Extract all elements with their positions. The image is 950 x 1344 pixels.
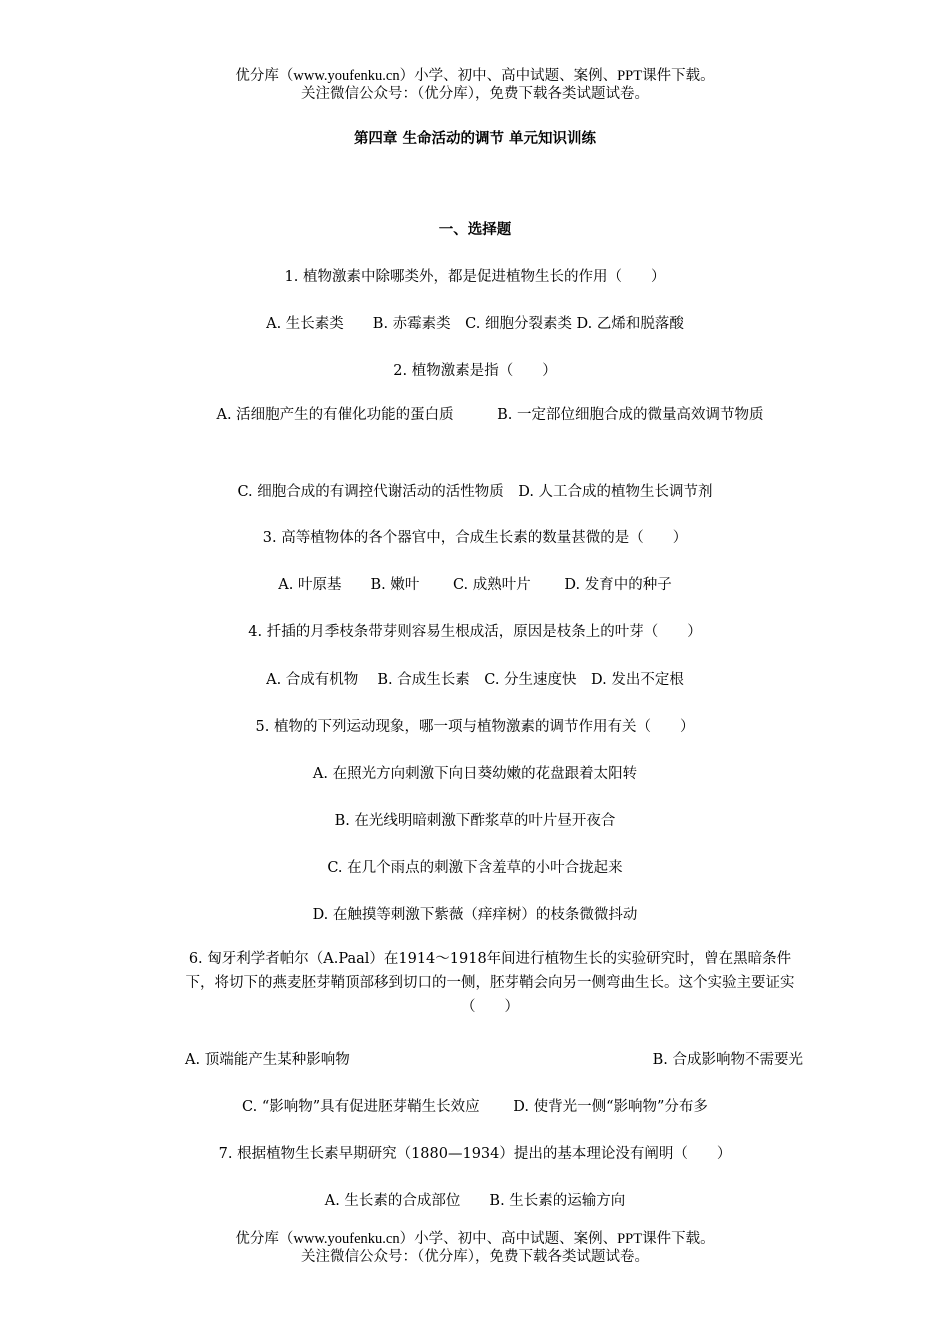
footer-line-1: 优分库（www.youfenku.cn）小学、初中、高中试题、案例、PPT课件下载。 xyxy=(235,1231,715,1247)
question-5-option-b: B. 在光线明暗刺激下酢浆草的叶片昼开夜合 xyxy=(334,813,616,829)
question-3-options: A. 叶原基 B. 嫩叶 C. 成熟叶片 D. 发育中的种子 xyxy=(278,577,672,593)
question-2-options-ab: A. 活细胞产生的有催化功能的蛋白质 B. 一定部位细胞合成的微量高效调节物质 xyxy=(216,407,764,423)
question-2-options-cd: C. 细胞合成的有调控代谢活动的活性物质 D. 人工合成的植物生长调节剂 xyxy=(237,484,713,500)
question-5-option-d: D. 在触摸等刺激下紫薇（痒痒树）的枝条微微抖动 xyxy=(312,907,638,923)
question-6-option-b: B. 合成影响物不需要光 xyxy=(652,1052,803,1068)
question-2-stem: 2. 植物激素是指（ ） xyxy=(393,363,557,379)
header-line-1: 优分库（www.youfenku.cn）小学、初中、高中试题、案例、PPT课件下载。 xyxy=(235,68,715,84)
footer-line-2: 关注微信公众号：（优分库），免费下载各类试题试卷。 xyxy=(301,1249,649,1265)
question-6-stem: 6. 匈牙利学者帕尔（A.Paal）在1914～1918年间进行植物生长的实验研究时，曾在黑暗条件下，将切下的燕麦胚芽鞘顶部移到切口的一侧，胚芽鞘会向另一侧弯曲生长。这个实验主要证实（ ） xyxy=(185,951,795,1015)
question-5-stem: 5. 植物的下列运动现象，哪一项与植物激素的调节作用有关（ ） xyxy=(255,719,695,735)
question-5-option-c: C. 在几个雨点的刺激下含羞草的小叶合拢起来 xyxy=(327,860,623,876)
question-3-stem: 3. 高等植物体的各个器官中，合成生长素的数量甚微的是（ ） xyxy=(262,530,688,546)
question-5-option-a: A. 在照光方向刺激下向日葵幼嫩的花盘跟着太阳转 xyxy=(312,766,638,782)
question-4-options: A. 合成有机物 B. 合成生长素 C. 分生速度快 D. 发出不定根 xyxy=(266,672,684,688)
section-heading: 一、选择题 xyxy=(438,221,512,238)
question-6-options-cd: C. “影响物”具有促进胚芽鞘生长效应 D. 使背光一侧“影响物”分布多 xyxy=(242,1099,708,1115)
question-4-stem: 4. 扦插的月季枝条带芽则容易生根成活，原因是枝条上的叶芽（ ） xyxy=(248,624,702,640)
question-6-options-ab xyxy=(185,1048,803,1069)
question-1-options: A. 生长素类 B. 赤霉素类 C. 细胞分裂素类 D. 乙烯和脱落酸 xyxy=(266,316,684,332)
question-1-stem: 1. 植物激素中除哪类外，都是促进植物生长的作用（ ） xyxy=(284,269,666,285)
question-7-stem: 7. 根据植物生长素早期研究（1880—1934）提出的基本理论没有阐明（ ） xyxy=(218,1146,732,1162)
page-title: 第四章 生命活动的调节 单元知识训练 xyxy=(353,130,597,147)
header-line-2: 关注微信公众号：（优分库），免费下载各类试题试卷。 xyxy=(301,86,649,102)
question-7-options: A. 生长素的合成部位 B. 生长素的运输方向 xyxy=(324,1193,626,1209)
question-6-option-a: A. 顶端能产生某种影响物 xyxy=(185,1052,350,1068)
